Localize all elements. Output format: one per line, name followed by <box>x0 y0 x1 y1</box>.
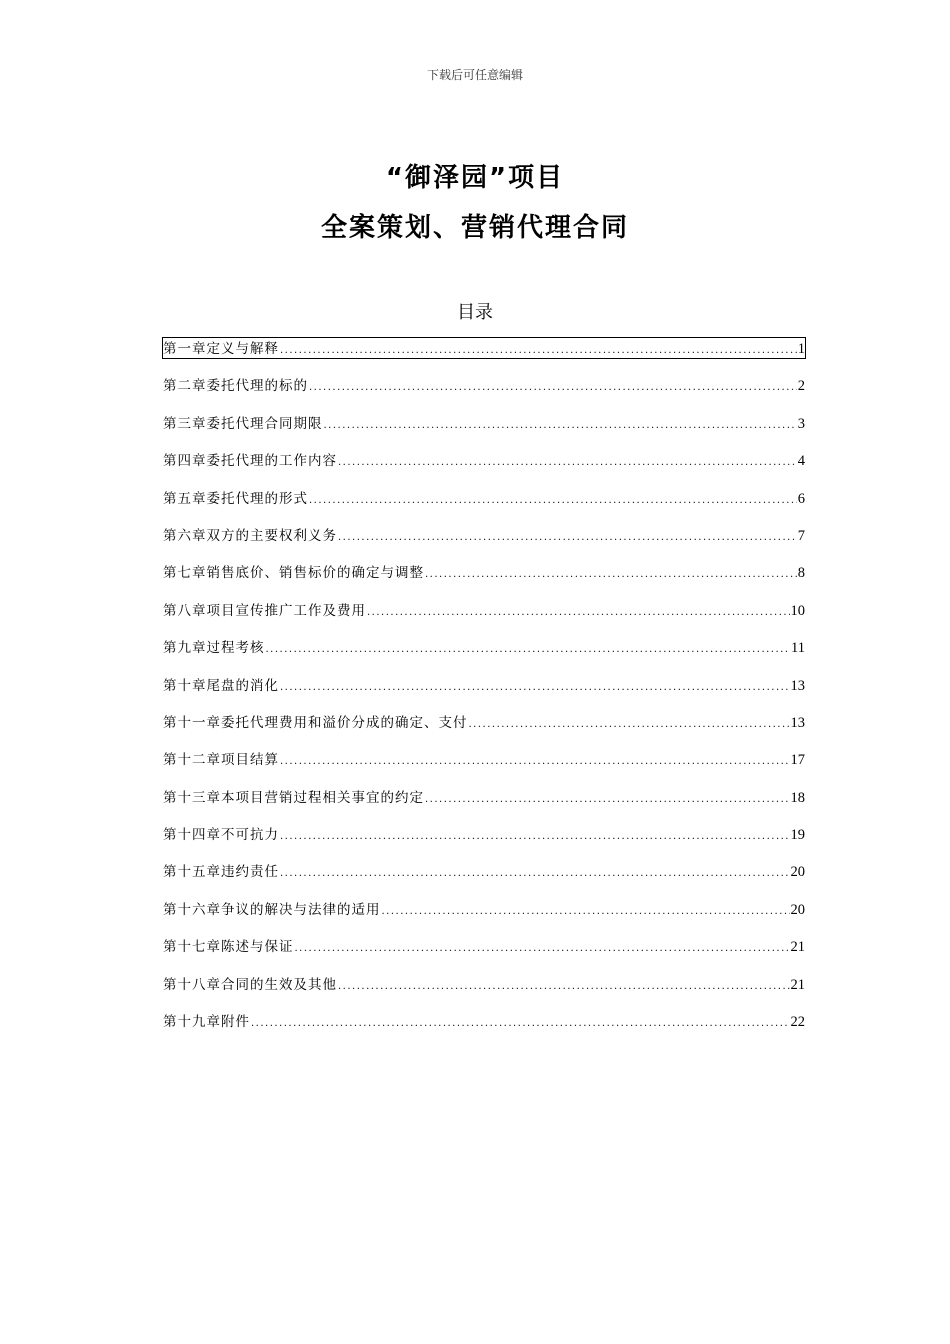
toc-entry-4[interactable] <box>163 450 805 487</box>
toc-dot-leader <box>338 453 797 473</box>
toc-entry-title: 定义与解释 <box>206 341 279 357</box>
toc-dot-leader <box>367 603 790 623</box>
toc-chapter-label: 第十一章 <box>163 714 221 731</box>
header-note: 下载后可任意编辑 <box>426 68 523 82</box>
toc-entry-title: 项目结算 <box>221 752 279 769</box>
toc-entry-title: 双方的主要权利义务 <box>206 527 337 544</box>
toc-entry-title: 委托代理费用和溢价分成的确定、支付 <box>221 714 468 731</box>
toc-chapter-label: 第十六章 <box>163 901 221 918</box>
toc-dot-leader <box>280 678 790 698</box>
toc-page-number: 4 <box>797 453 805 470</box>
toc-dot-leader <box>280 827 790 847</box>
toc-page-number: 17 <box>790 752 805 769</box>
toc-entry-15[interactable] <box>163 861 805 898</box>
toc-page-number: 20 <box>790 864 805 881</box>
toc-page-number: 13 <box>790 677 805 694</box>
toc-entry-12[interactable] <box>163 749 805 786</box>
toc-page-number: 19 <box>790 827 805 844</box>
toc-chapter-label: 第一章 <box>163 341 207 357</box>
toc-chapter-label: 第十七章 <box>163 939 221 956</box>
toc-entry-5[interactable] <box>163 488 805 525</box>
toc-dot-leader <box>469 715 790 735</box>
toc-entry-title: 合同的生效及其他 <box>221 976 337 993</box>
toc-page-number: 3 <box>797 415 805 432</box>
toc-entry-7[interactable] <box>163 562 805 599</box>
toc-entry-8[interactable] <box>163 600 805 637</box>
toc-dot-leader <box>338 977 790 997</box>
toc-entry-title: 尾盘的消化 <box>206 677 279 694</box>
toc-entry-1[interactable] <box>163 338 805 358</box>
toc-entry-3[interactable] <box>163 413 805 450</box>
toc-entry-9[interactable] <box>163 637 805 674</box>
toc-chapter-label: 第十二章 <box>163 752 221 769</box>
toc-dot-leader <box>280 752 790 772</box>
toc-chapter-label: 第十五章 <box>163 864 221 881</box>
toc-chapter-label: 第十章 <box>163 677 207 694</box>
toc-chapter-label: 第七章 <box>163 565 207 582</box>
toc-dot-leader <box>295 939 790 959</box>
toc-chapter-label: 第九章 <box>163 640 207 657</box>
toc-entry-title: 销售底价、销售标价的确定与调整 <box>206 565 424 582</box>
toc-entry-title: 委托代理的工作内容 <box>206 453 337 470</box>
toc-entry-2[interactable] <box>163 375 805 412</box>
toc-entry-title: 委托代理合同期限 <box>206 415 323 432</box>
toc-page-number: 7 <box>797 527 805 544</box>
toc-entry-title: 委托代理的标的 <box>206 378 308 395</box>
toc-entry-title: 附件 <box>221 1014 250 1031</box>
document-title-line2: 全案策划、营销代理合同 <box>320 213 629 243</box>
toc-dot-leader <box>280 341 797 361</box>
toc-chapter-label: 第十九章 <box>163 1014 221 1031</box>
toc-chapter-label: 第六章 <box>163 527 207 544</box>
toc-entry-10[interactable] <box>163 675 805 712</box>
toc-page-number: 18 <box>790 789 805 806</box>
toc-entry-title: 本项目营销过程相关事宜的约定 <box>221 789 424 806</box>
toc-entry-11[interactable] <box>163 712 805 749</box>
toc-dot-leader <box>425 565 797 585</box>
toc-chapter-label: 第十三章 <box>163 789 221 806</box>
toc-dot-leader <box>382 902 790 922</box>
toc-page-number: 20 <box>790 901 805 918</box>
toc-dot-leader <box>324 416 797 436</box>
toc-page-number: 2 <box>797 378 805 395</box>
toc-page-number: 21 <box>790 976 805 993</box>
toc-chapter-label: 第五章 <box>163 490 207 507</box>
toc-chapter-label: 第十八章 <box>163 976 221 993</box>
toc-heading: 目录 <box>457 302 493 323</box>
toc-entry-16[interactable] <box>163 899 805 936</box>
toc-entry-18[interactable] <box>163 974 805 1011</box>
toc-entry-title: 陈述与保证 <box>221 939 294 956</box>
toc-page-number: 8 <box>797 565 805 582</box>
toc-entry-title: 违约责任 <box>221 864 279 881</box>
toc-chapter-label: 第八章 <box>163 602 207 619</box>
toc-page-number: 10 <box>790 602 805 619</box>
toc-chapter-label: 第十四章 <box>163 827 221 844</box>
toc-page-number: 13 <box>790 714 805 731</box>
toc-entry-title: 项目宣传推广工作及费用 <box>206 602 366 619</box>
toc-entry-title: 争议的解决与法律的适用 <box>221 901 381 918</box>
toc-chapter-label: 第四章 <box>163 453 207 470</box>
toc-page-number: 6 <box>797 490 805 507</box>
toc-dot-leader <box>425 790 790 810</box>
toc-entry-19[interactable] <box>163 1011 805 1048</box>
toc-entry-title: 委托代理的形式 <box>206 490 308 507</box>
table-of-contents <box>163 338 805 1048</box>
toc-dot-leader <box>280 864 790 884</box>
toc-page-number: 22 <box>790 1014 805 1031</box>
toc-entry-title: 过程考核 <box>206 640 265 657</box>
toc-dot-leader <box>251 1014 790 1034</box>
toc-entry-13[interactable] <box>163 787 805 824</box>
toc-entry-title: 不可抗力 <box>221 827 279 844</box>
toc-dot-leader <box>309 491 797 511</box>
toc-dot-leader <box>309 378 797 398</box>
toc-entry-14[interactable] <box>163 824 805 861</box>
toc-page-number: 21 <box>790 939 805 956</box>
toc-page-number: 11 <box>791 640 805 657</box>
toc-chapter-label: 第二章 <box>163 378 207 395</box>
toc-entry-17[interactable] <box>163 936 805 973</box>
toc-entry-6[interactable] <box>163 525 805 562</box>
toc-dot-leader <box>266 640 791 660</box>
toc-dot-leader <box>338 528 797 548</box>
toc-page-number: 1 <box>797 341 805 357</box>
document-title-line1: “御泽园”项目 <box>385 163 565 193</box>
toc-chapter-label: 第三章 <box>163 415 207 432</box>
